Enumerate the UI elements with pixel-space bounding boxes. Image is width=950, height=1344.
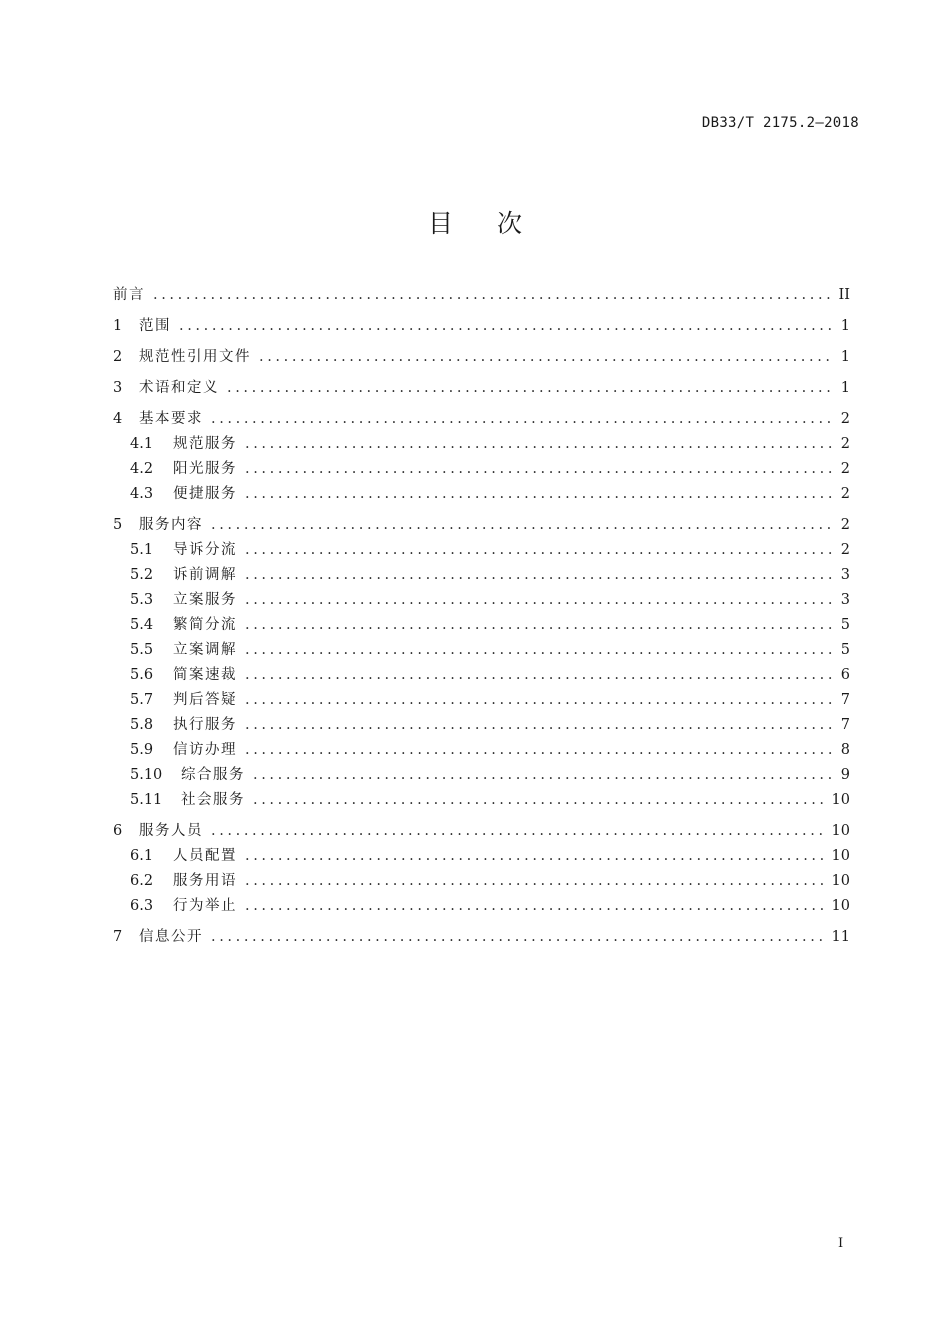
toc-entry[interactable] — [113, 869, 850, 894]
toc-entry-page: 2 — [840, 436, 850, 452]
toc-entry-number: 5.5 — [130, 642, 154, 658]
toc-entry-label: 立案服务 — [173, 592, 237, 608]
toc-entry[interactable] — [113, 663, 850, 688]
toc-dot-leader — [245, 638, 832, 663]
toc-entry-page: 5 — [840, 642, 850, 658]
toc-entry-label: 规范服务 — [173, 436, 237, 452]
toc-dot-leader — [245, 588, 832, 613]
toc-entry-number: 6.1 — [130, 848, 154, 864]
toc-entry-label: 导诉分流 — [173, 542, 237, 558]
toc-entry-page: 2 — [840, 517, 850, 533]
toc-dot-leader — [245, 432, 832, 457]
toc-dot-leader — [245, 844, 826, 869]
toc-dot-leader — [245, 538, 832, 563]
toc-entry[interactable] — [113, 345, 850, 370]
toc-entry[interactable] — [113, 538, 850, 563]
toc-entry-label: 服务内容 — [139, 517, 203, 533]
toc-entry-label: 判后答疑 — [173, 692, 237, 708]
toc-entry-number: 4.3 — [130, 486, 154, 502]
toc-entry-label: 规范性引用文件 — [139, 349, 251, 365]
toc-entry[interactable] — [113, 688, 850, 713]
toc-dot-leader — [245, 894, 826, 919]
toc-entry-number: 1 — [113, 318, 123, 334]
toc-entry-number: 4.1 — [130, 436, 154, 452]
toc-entry-page: 2 — [840, 461, 850, 477]
toc-entry[interactable] — [113, 513, 850, 538]
toc-dot-leader — [245, 713, 832, 738]
toc-dot-leader — [253, 788, 826, 813]
toc-entry-number: 5 — [113, 517, 123, 533]
toc-entry-page: 6 — [840, 667, 850, 683]
toc-entry-number: 5.3 — [130, 592, 154, 608]
toc-entry-page: 10 — [831, 898, 850, 914]
toc-entry[interactable] — [113, 613, 850, 638]
toc-dot-leader — [211, 513, 832, 538]
toc-dot-leader — [253, 763, 832, 788]
toc-entry[interactable] — [113, 457, 850, 482]
toc-entry[interactable] — [113, 314, 850, 339]
toc-entry-label: 前言 — [113, 287, 145, 303]
toc-entry-page: 1 — [840, 380, 850, 396]
toc-entry-number: 5.4 — [130, 617, 154, 633]
toc-dot-leader — [245, 482, 832, 507]
toc-entry[interactable] — [113, 563, 850, 588]
toc-dot-leader — [211, 407, 832, 432]
toc-entry-label: 服务用语 — [173, 873, 237, 889]
toc-entry-page: 7 — [840, 717, 850, 733]
toc-dot-leader — [153, 283, 832, 308]
toc-entry-page: 5 — [840, 617, 850, 633]
toc-entry-number: 5.8 — [130, 717, 154, 733]
toc-entry-label: 综合服务 — [181, 767, 245, 783]
toc-entry-page: 2 — [840, 486, 850, 502]
toc-entry-label: 人员配置 — [173, 848, 237, 864]
toc-dot-leader — [245, 563, 832, 588]
toc-entry-page: 8 — [840, 742, 850, 758]
toc-entry-number: 5.10 — [130, 767, 163, 783]
toc-entry[interactable] — [113, 482, 850, 507]
toc-entry-number: 2 — [113, 349, 123, 365]
toc-entry-label: 服务人员 — [139, 823, 203, 839]
toc-entry-page: 11 — [831, 929, 850, 945]
toc-entry[interactable] — [113, 894, 850, 919]
toc-entry-page: 3 — [840, 592, 850, 608]
toc-entry-label: 范围 — [139, 318, 171, 334]
toc-entry-number: 5.1 — [130, 542, 154, 558]
standard-code: DB33/T 2175.2—2018 — [701, 115, 859, 131]
toc-entry-page: 1 — [840, 349, 850, 365]
toc-entry-page: 10 — [831, 823, 850, 839]
toc-entry-page: 2 — [840, 411, 850, 427]
toc-entry-number: 5.6 — [130, 667, 154, 683]
toc-entry-number: 4.2 — [130, 461, 154, 477]
toc-dot-leader — [245, 457, 832, 482]
toc-title-char-1: 目 — [427, 209, 453, 238]
toc-entry-label: 立案调解 — [173, 642, 237, 658]
toc-entry-page: 9 — [840, 767, 850, 783]
table-of-contents — [113, 283, 850, 950]
page-number: I — [838, 1236, 844, 1251]
toc-entry-label: 信息公开 — [139, 929, 203, 945]
toc-entry[interactable] — [113, 407, 850, 432]
toc-dot-leader — [227, 376, 832, 401]
toc-entry[interactable] — [113, 283, 850, 308]
toc-entry[interactable] — [113, 788, 850, 813]
toc-entry-number: 5.2 — [130, 567, 154, 583]
toc-entry-page: 10 — [831, 873, 850, 889]
toc-dot-leader — [245, 869, 826, 894]
toc-entry-page: 1 — [840, 318, 850, 334]
toc-entry-label: 行为举止 — [173, 898, 237, 914]
toc-entry-label: 社会服务 — [181, 792, 245, 808]
toc-dot-leader — [211, 925, 826, 950]
toc-entry[interactable] — [113, 844, 850, 869]
toc-entry-page: II — [838, 287, 850, 303]
toc-entry-number: 5.7 — [130, 692, 154, 708]
toc-entry[interactable] — [113, 376, 850, 401]
toc-entry-number: 7 — [113, 929, 123, 945]
toc-entry-label: 信访办理 — [173, 742, 237, 758]
toc-dot-leader — [245, 738, 832, 763]
toc-dot-leader — [211, 819, 826, 844]
toc-entry-number: 6.3 — [130, 898, 154, 914]
toc-entry-page: 2 — [840, 542, 850, 558]
toc-dot-leader — [179, 314, 832, 339]
toc-dot-leader — [245, 663, 832, 688]
toc-entry-page: 10 — [831, 792, 850, 808]
toc-dot-leader — [245, 613, 832, 638]
toc-entry-number: 6.2 — [130, 873, 154, 889]
toc-entry-label: 基本要求 — [139, 411, 203, 427]
toc-entry-label: 繁简分流 — [173, 617, 237, 633]
toc-dot-leader — [245, 688, 832, 713]
toc-entry-number: 6 — [113, 823, 123, 839]
toc-entry-label: 术语和定义 — [139, 380, 219, 396]
toc-entry-page: 7 — [840, 692, 850, 708]
toc-dot-leader — [259, 345, 832, 370]
toc-entry[interactable] — [113, 925, 850, 950]
toc-entry-number: 5.11 — [130, 792, 163, 808]
toc-title-char-2: 次 — [497, 209, 523, 238]
toc-entry-label: 执行服务 — [173, 717, 237, 733]
toc-entry[interactable] — [113, 763, 850, 788]
toc-entry-label: 简案速裁 — [173, 667, 237, 683]
toc-entry[interactable] — [113, 819, 850, 844]
toc-title — [0, 205, 950, 243]
toc-entry-label: 阳光服务 — [173, 461, 237, 477]
toc-entry[interactable] — [113, 738, 850, 763]
toc-entry-number: 4 — [113, 411, 123, 427]
toc-entry[interactable] — [113, 638, 850, 663]
toc-entry-label: 便捷服务 — [173, 486, 237, 502]
toc-entry-number: 5.9 — [130, 742, 154, 758]
toc-entry-number: 3 — [113, 380, 123, 396]
toc-entry-label: 诉前调解 — [173, 567, 237, 583]
toc-entry[interactable] — [113, 713, 850, 738]
toc-entry-page: 3 — [840, 567, 850, 583]
toc-entry-page: 10 — [831, 848, 850, 864]
toc-entry[interactable] — [113, 432, 850, 457]
toc-entry[interactable] — [113, 588, 850, 613]
